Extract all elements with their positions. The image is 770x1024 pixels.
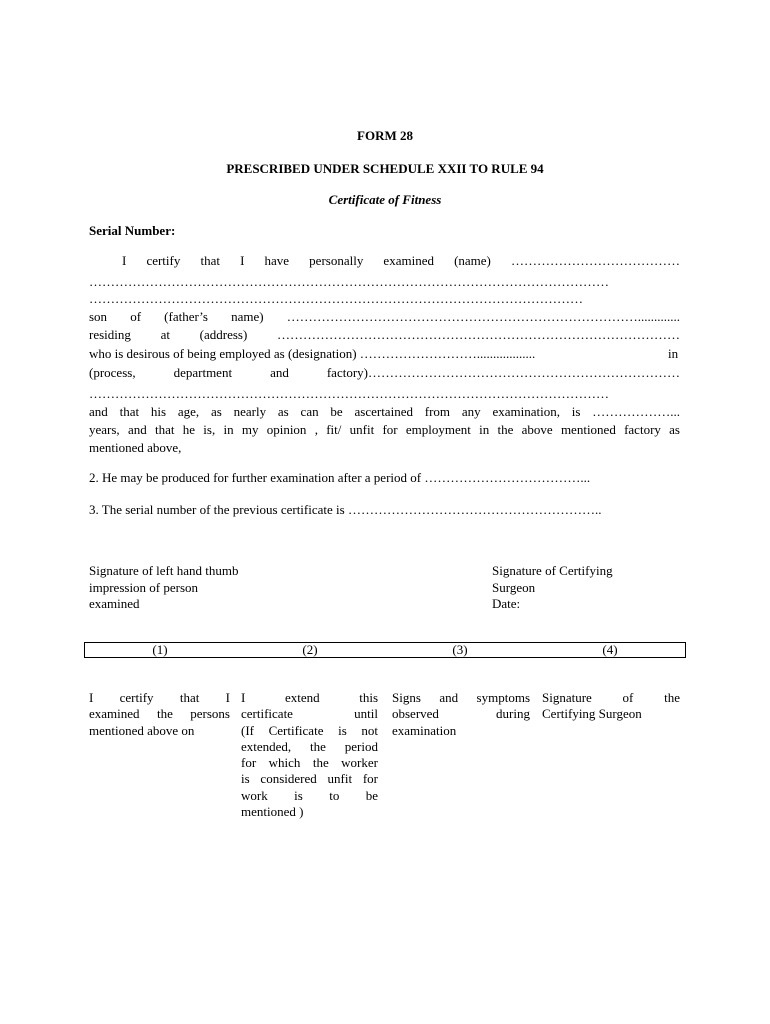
- col2-line: is considered unfit for: [241, 771, 378, 787]
- address-line: residing at (address) …………………………………………………………………………………: [89, 327, 680, 342]
- serial-number-label: Serial Number:: [89, 223, 176, 238]
- col2-line: for which the worker: [241, 755, 378, 771]
- table-column-2: [241, 690, 378, 820]
- table-column-4: [542, 690, 680, 723]
- col2-line: extended, the period: [241, 738, 378, 754]
- table-header-3: (3): [452, 642, 468, 657]
- age-line: and that his age, as nearly as can be ascertained from any examination, is ………………...: [89, 404, 680, 419]
- thumb-signature-line2: impression of person: [89, 579, 199, 595]
- table-header-1: (1): [152, 642, 168, 657]
- table-header-2: (2): [302, 642, 318, 657]
- dotted-line-2: ……………………………………………………………………………………………………: [89, 291, 583, 306]
- surgeon-signature-line2: Surgeon: [492, 579, 536, 595]
- col4-line: Certifying Surgeon: [542, 706, 642, 722]
- certify-name-line: I certify that I have personally examined (name) …………………………………: [122, 253, 680, 268]
- dotted-line-1: …………………………………………………………………………………………………………: [89, 274, 609, 289]
- mentioned-above-line: mentioned above,: [89, 440, 182, 455]
- thumb-signature-block: [89, 563, 238, 613]
- col4-line: Signature of the: [542, 690, 680, 705]
- table-header-4: (4): [602, 642, 618, 657]
- col2-line: mentioned ): [241, 804, 304, 820]
- col1-line: mentioned above on: [89, 722, 195, 738]
- designation-line: who is desirous of being employed as (designation) ………………………..................: [89, 346, 536, 361]
- col3-line: Signs and symptoms: [392, 690, 530, 705]
- certificate-title: Certificate of Fitness: [328, 192, 442, 207]
- process-line: (process, department and factory)………………………………………………………………: [89, 365, 680, 380]
- father-name-line: son of (father’s name) ……………………………………………………………………….............: [89, 309, 680, 324]
- designation-in: in: [668, 346, 679, 361]
- col3-line: observed during: [392, 706, 530, 722]
- signature-date-label: Date:: [492, 596, 521, 611]
- form-subtitle: PRESCRIBED UNDER SCHEDULE XXII TO RULE 94: [226, 161, 544, 176]
- thumb-signature-line1: Signature of left hand thumb: [89, 563, 239, 578]
- dotted-line-3: …………………………………………………………………………………………………………: [89, 386, 609, 401]
- further-examination-line: 2. He may be produced for further examination after a period of ………………………………...: [89, 470, 591, 485]
- thumb-signature-line3: examined: [89, 596, 140, 611]
- table-header-row: [84, 642, 686, 658]
- col3-line: examination: [392, 722, 457, 738]
- col2-line: certificate until: [241, 706, 378, 722]
- col2-line: (If Certificate is not: [241, 722, 378, 738]
- fitness-line: years, and that he is, in my opinion , fit/ unfit for employment in the above mentioned factory as: [89, 422, 680, 437]
- surgeon-signature-line1: Signature of Certifying: [492, 563, 613, 578]
- surgeon-signature-block: [492, 563, 613, 613]
- previous-serial-line: 3. The serial number of the previous certificate is …………………………………………………..: [89, 502, 602, 517]
- col1-line: examined the persons: [89, 706, 230, 722]
- col1-line: I certify that I: [89, 690, 230, 705]
- col2-line: work is to be: [241, 787, 378, 803]
- table-column-1: [89, 690, 230, 739]
- col2-line: I extend this: [241, 690, 378, 705]
- form-title: FORM 28: [357, 128, 413, 143]
- table-column-3: [392, 690, 530, 739]
